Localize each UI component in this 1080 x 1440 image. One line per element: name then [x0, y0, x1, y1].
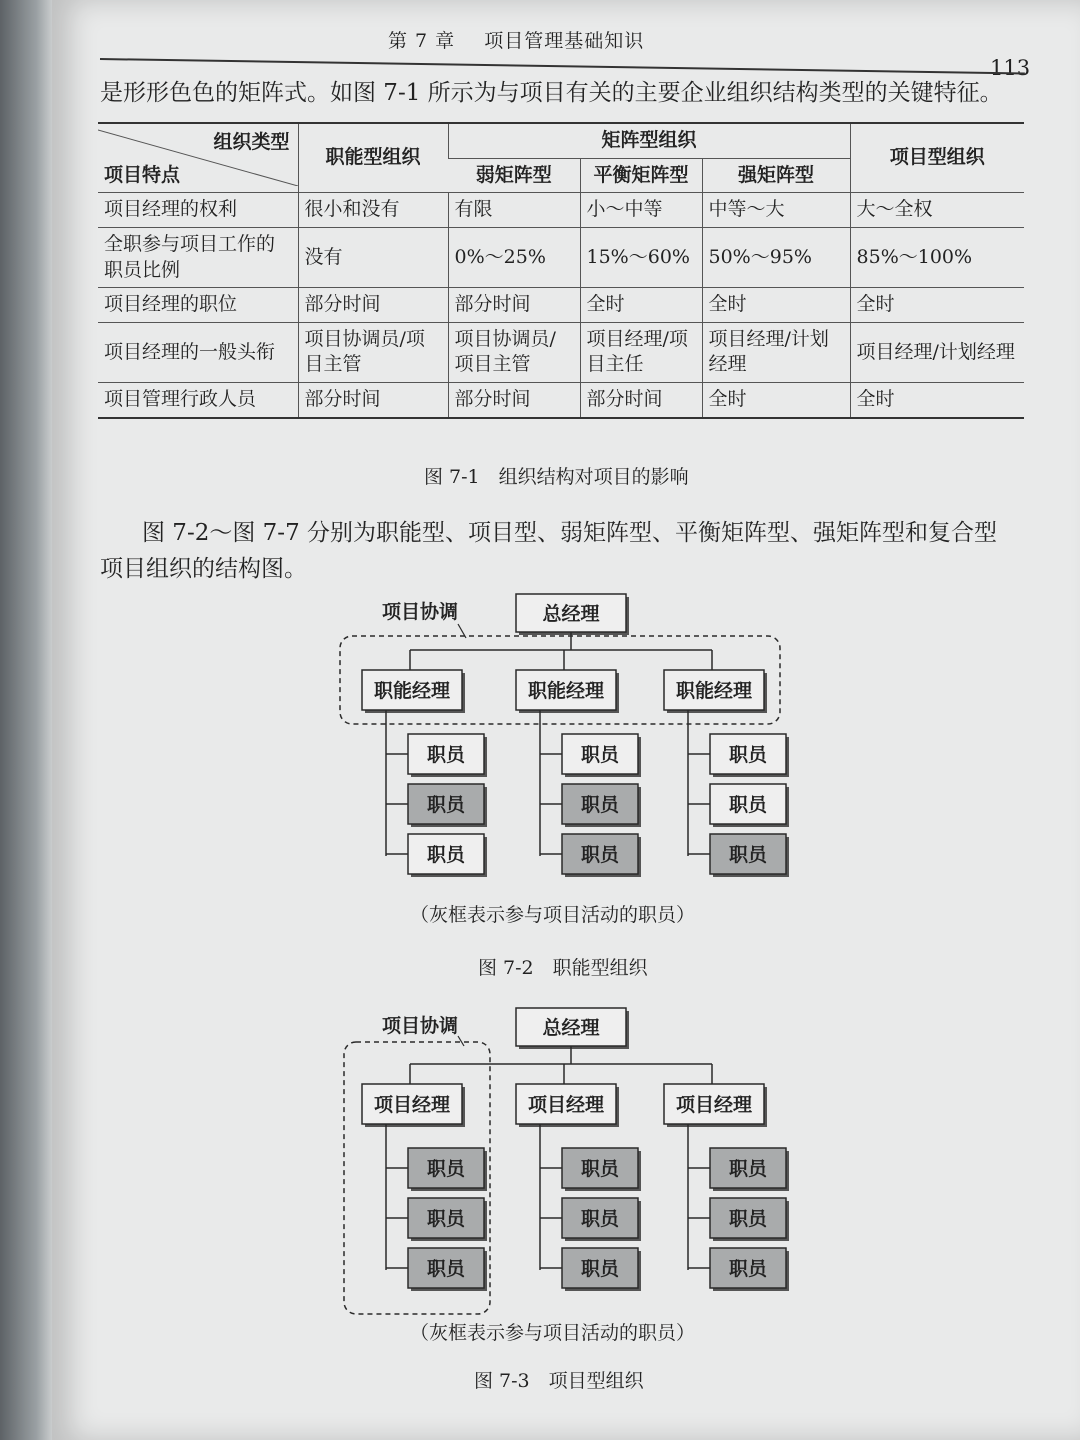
- manager-box-label: 项目经理: [675, 1094, 753, 1116]
- coordination-label: 项目协调: [382, 601, 459, 623]
- table-corner-cell: [98, 123, 298, 193]
- table-cell: 全时: [850, 288, 1024, 323]
- running-header: [388, 26, 644, 53]
- figure-7-3-note: （灰框表示参与项目活动的职员）: [410, 1322, 696, 1344]
- comparison-table: [98, 122, 1024, 419]
- figure-7-1-caption: 图 7-1 组织结构对项目的影响: [424, 466, 689, 488]
- table-cell: 全时: [702, 383, 850, 418]
- staff-box-label: 职员: [426, 844, 466, 866]
- manager-box-label: 职能经理: [527, 680, 605, 702]
- staff-box-label: 职员: [728, 794, 768, 816]
- row-feature: 项目经理的一般头衔: [98, 322, 298, 382]
- general-manager-box-label: 总经理: [542, 603, 600, 625]
- table-cell: 项目协调员/项目主管: [298, 322, 448, 382]
- staff-box-label: 职员: [580, 794, 620, 816]
- table-cell: 有限: [448, 193, 580, 228]
- coordination-label: 项目协调: [382, 1015, 459, 1037]
- table-cell: 85%～100%: [850, 227, 1024, 287]
- table-cell: 15%～60%: [580, 227, 702, 287]
- intro-paragraph: 是形形色色的矩阵式。如图 7-1 所示为与项目有关的主要企业组织结构类型的关键特征。: [100, 80, 1003, 106]
- staff-box-label: 职员: [426, 1208, 466, 1230]
- staff-box-label: 职员: [728, 1208, 768, 1230]
- table-cell: 50%～95%: [702, 227, 850, 287]
- table-cell: 部分时间: [448, 383, 580, 418]
- staff-box-label: 职员: [728, 844, 768, 866]
- table-row: [98, 193, 1024, 228]
- staff-box-label: 职员: [728, 744, 768, 766]
- table-cell: 部分时间: [298, 383, 448, 418]
- figures-intro-line-1: 图 7-2～图 7-7 分别为职能型、项目型、弱矩阵型、平衡矩阵型、强矩阵型和复合型: [142, 520, 998, 546]
- functional-org-diagram: [340, 594, 789, 877]
- table-cell: 全时: [850, 383, 1024, 418]
- general-manager-box-label: 总经理: [542, 1017, 600, 1039]
- manager-box-label: 职能经理: [675, 680, 753, 702]
- page-number: 113: [990, 56, 1031, 80]
- staff-box-label: 职员: [426, 744, 466, 766]
- table-row: [98, 227, 1024, 287]
- staff-box-label: 职员: [426, 1158, 466, 1180]
- row-feature: 项目经理的权利: [98, 193, 298, 228]
- figure-7-2-note: （灰框表示参与项目活动的职员）: [410, 904, 696, 926]
- table-cell: 部分时间: [448, 288, 580, 323]
- table-cell: 很小和没有: [298, 193, 448, 228]
- staff-box-label: 职员: [580, 744, 620, 766]
- row-feature: 项目管理行政人员: [98, 383, 298, 418]
- staff-box-label: 职员: [728, 1258, 768, 1280]
- header-balanced-matrix: 平衡矩阵型: [580, 158, 702, 193]
- figure-7-3-chart: [330, 1002, 800, 1318]
- staff-box-label: 职员: [426, 794, 466, 816]
- row-feature: 项目经理的职位: [98, 288, 298, 323]
- table-cell: 0%～25%: [448, 227, 580, 287]
- table-cell: 部分时间: [580, 383, 702, 418]
- corner-project-feature: 项目特点: [104, 163, 181, 186]
- header-projectized: 项目型组织: [850, 123, 1024, 193]
- table-cell: 全时: [580, 288, 702, 323]
- staff-box-label: 职员: [580, 1258, 620, 1280]
- figure-7-3-caption: 图 7-3 项目型组织: [474, 1370, 644, 1392]
- table-cell: 项目经理/项目主任: [580, 322, 702, 382]
- projectized-org-diagram: [344, 1008, 789, 1314]
- table-body: [98, 193, 1024, 418]
- staff-box-label: 职员: [580, 1208, 620, 1230]
- figures-intro-line-2: 项目组织的结构图。: [100, 555, 307, 582]
- table-cell: 中等～大: [702, 193, 850, 228]
- staff-box-label: 职员: [426, 1258, 466, 1280]
- header-weak-matrix: 弱矩阵型: [448, 158, 580, 193]
- staff-box-label: 职员: [580, 1158, 620, 1180]
- header-strong-matrix: 强矩阵型: [702, 158, 850, 193]
- header-functional: 职能型组织: [298, 123, 448, 193]
- table-cell: 小～中等: [580, 193, 702, 228]
- row-feature: 全职参与项目工作的职员比例: [98, 227, 298, 287]
- table-cell: 没有: [298, 227, 448, 287]
- table-cell: 项目协调员/项目主管: [448, 322, 580, 382]
- staff-box-label: 职员: [728, 1158, 768, 1180]
- manager-box-label: 职能经理: [373, 680, 451, 702]
- chapter-title: 项目管理基础知识: [484, 30, 645, 52]
- book-spine-edge: [0, 0, 52, 1440]
- manager-box-label: 项目经理: [373, 1094, 451, 1116]
- table-row: [98, 288, 1024, 323]
- table-row: [98, 322, 1024, 382]
- manager-box-label: 项目经理: [527, 1094, 605, 1116]
- staff-box-label: 职员: [580, 844, 620, 866]
- figure-7-2-caption: 图 7-2 职能型组织: [478, 957, 648, 979]
- chapter-label: 第 7 章: [388, 30, 456, 52]
- table-row: [98, 383, 1024, 418]
- table-cell: 部分时间: [298, 288, 448, 323]
- figures-intro-paragraph: [100, 516, 1030, 587]
- table-cell: 项目经理/计划经理: [702, 322, 850, 382]
- table-cell: 项目经理/计划经理: [850, 322, 1024, 382]
- header-matrix: 矩阵型组织: [448, 123, 850, 158]
- table-cell: 大～全权: [850, 193, 1024, 228]
- table-cell: 全时: [702, 288, 850, 323]
- coordination-pointer: [458, 1036, 464, 1046]
- figure-7-2-chart: [330, 588, 800, 888]
- corner-org-type: 组织类型: [213, 131, 290, 153]
